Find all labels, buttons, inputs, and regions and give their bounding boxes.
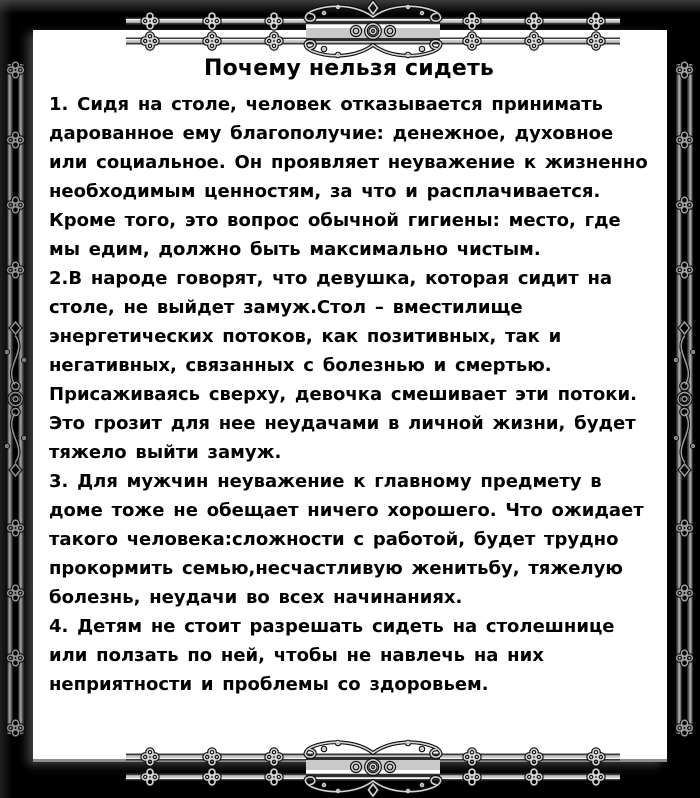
- paragraph-4: 4. Детям не стоит разрешать сидеть на столешнице или ползать по ней, чтобы не навлечь на них неприятности и проблемы со здоровьем.: [49, 616, 615, 695]
- content-panel: [33, 30, 667, 762]
- page-title: Почему нельзя сидеть: [203, 56, 495, 81]
- paragraph-3: 3. Для мужчин неуважение к главному предмету в доме тоже не обещает ничего хорошего. Что ожидает такого человека:сложности с работой, будет трудно прокормить семью,несчастливую женитьбу, тяжелую болезнь, неудачи во всех начинаниях.: [49, 471, 644, 608]
- paragraph-2: 2.В народе говорят, что девушка, которая сидит на столе, не выйдет замуж.Стол – вместилище энергетических потоков, как позитивных, так и негативных, связанных с болезнью и смертью. Присаживаясь сверху, девочка смешивает эти потоки. Это грозит для нее неудачами в личной жизни, будет тяжело выйти замуж.: [49, 268, 637, 463]
- paragraph-1: 1. Сидя на столе, человек отказывается принимать дарованное ему благополучие: денежное, духовное или социальное. Он проявляет неуважение к жизненно необходимым ценностям, за что и расплачивается. Кроме того, это вопрос обычной гигиены: место, где мы едим, должно быть максимально чистым.: [49, 94, 648, 260]
- right-filigree-band: [675, 62, 695, 736]
- left-filigree-band: [6, 62, 26, 736]
